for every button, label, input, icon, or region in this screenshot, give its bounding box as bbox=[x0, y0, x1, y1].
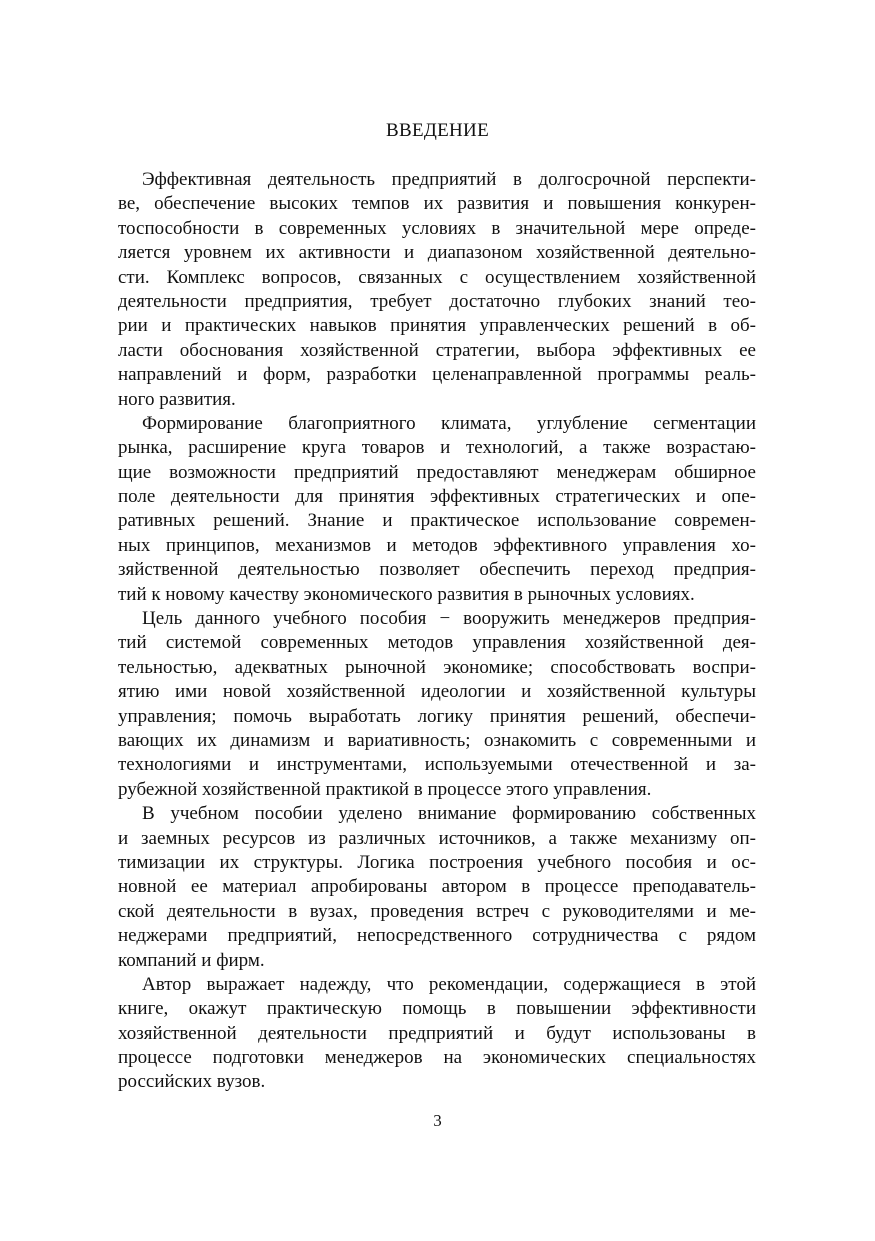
page-title: ВВЕДЕНИЕ bbox=[386, 120, 489, 141]
text-line: рынка, расширение круга товаров и технологий, а также возрастаю- bbox=[118, 437, 756, 459]
text-line: Цель данного учебного пособия − вооружить менеджеров предприя- bbox=[142, 608, 756, 630]
text-line: тельностью, адекватных рыночной экономике; способствовать воспри- bbox=[118, 656, 756, 678]
text-line: поле деятельности для принятия эффективных стратегических и опе- bbox=[118, 486, 756, 508]
text-line: деятельности предприятия, требует достаточно глубоких знаний тео- bbox=[118, 290, 756, 312]
body-text bbox=[118, 168, 756, 1095]
text-line: направлений и форм, разработки целенаправленной программы реаль- bbox=[118, 364, 756, 386]
text-line: российских вузов. bbox=[118, 1071, 266, 1093]
text-line: компаний и фирм. bbox=[118, 949, 265, 971]
text-line: рии и практических навыков принятия управленческих решений в об- bbox=[118, 315, 756, 337]
text-line: сти. Комплекс вопросов, связанных с осуществлением хозяйственной bbox=[118, 266, 756, 288]
text-line: щие возможности предприятий предоставляют менеджерам обширное bbox=[118, 461, 756, 483]
text-line: хозяйственной деятельности предприятий и будут использованы в bbox=[118, 1022, 756, 1044]
text-line: вающих их динамизм и вариативность; ознакомить с современными и bbox=[118, 729, 756, 751]
text-line: тимизации их структуры. Логика построения учебного пособия и ос- bbox=[118, 851, 756, 873]
text-line: тоспособности в современных условиях в значительной мере опреде- bbox=[118, 217, 756, 239]
text-line: рубежной хозяйственной практикой в процессе этого управления. bbox=[118, 778, 652, 800]
text-line: ных принципов, механизмов и методов эффективного управления хо- bbox=[118, 534, 756, 556]
text-line: В учебном пособии уделено внимание формированию собственных bbox=[142, 803, 756, 825]
text-line: управления; помочь выработать логику принятия решений, обеспечи- bbox=[118, 705, 756, 727]
text-line: ляется уровнем их активности и диапазоном хозяйственной деятельно- bbox=[118, 242, 756, 264]
text-line: зяйственной деятельностью позволяет обеспечить переход предприя- bbox=[118, 559, 756, 581]
text-line: и заемных ресурсов из различных источников, а также механизму оп- bbox=[118, 827, 756, 849]
text-line: ласти обоснования хозяйственной стратегии, выбора эффективных ее bbox=[118, 339, 756, 361]
text-line: тий системой современных методов управления хозяйственной дея- bbox=[118, 632, 756, 654]
text-line: тий к новому качеству экономического развития в рыночных условиях. bbox=[118, 583, 695, 605]
page-number: 3 bbox=[433, 1111, 442, 1130]
text-line: процессе подготовки менеджеров на экономических специальностях bbox=[118, 1047, 756, 1069]
text-line: новной ее материал апробированы автором в процессе преподаватель- bbox=[118, 876, 756, 898]
text-line: ративных решений. Знание и практическое использование современ- bbox=[118, 510, 756, 532]
text-line: книге, окажут практическую помощь в повышении эффективности bbox=[118, 998, 756, 1020]
text-line: ве, обеспечение высоких темпов их развития и повышения конкурен- bbox=[118, 193, 756, 215]
text-line: Автор выражает надежду, что рекомендации, содержащиеся в этой bbox=[142, 973, 756, 995]
text-line: Эффективная деятельность предприятий в долгосрочной перспекти- bbox=[142, 169, 756, 190]
text-line: ного развития. bbox=[118, 388, 236, 410]
text-line: ятию ими новой хозяйственной идеологии и хозяйственной культуры bbox=[118, 681, 756, 703]
text-line: неджерами предприятий, непосредственного сотрудничества с рядом bbox=[118, 925, 756, 947]
text-line: Формирование благоприятного климата, углубление сегментации bbox=[142, 412, 756, 434]
text-line: технологиями и инструментами, используемыми отечественной и за- bbox=[118, 754, 756, 776]
text-line: ской деятельности в вузах, проведения встреч с руководителями и ме- bbox=[118, 900, 756, 922]
